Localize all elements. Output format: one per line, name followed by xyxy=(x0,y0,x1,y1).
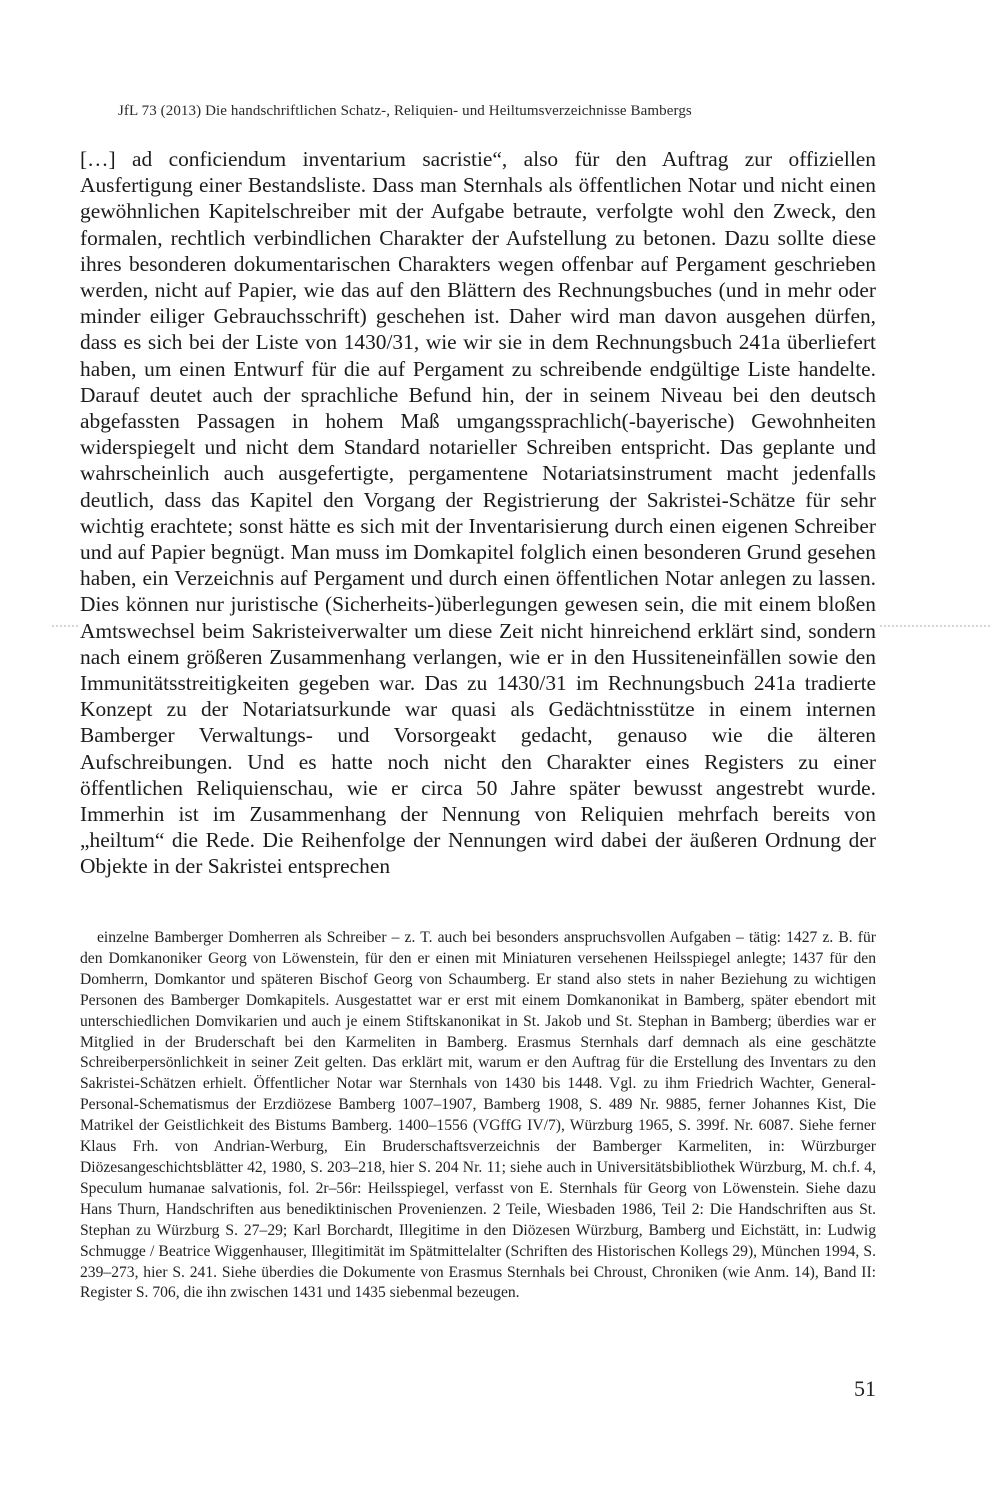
running-header: JfL 73 (2013) Die handschriftlichen Schatz-, Reliquien- und Heiltumsverzeichnisse Bambergs xyxy=(118,103,692,119)
page-number: 51 xyxy=(854,1376,876,1401)
scan-artifact-right xyxy=(880,625,990,627)
body-paragraph: […] ad conficiendum inventarium sacristie“, also für den Auftrag zur offiziellen Ausfertigung einer Bestandsliste. Dass man Sternhals als öffentlichen Notar und nicht einen gewöhnlichen Kapitelschreiber mit der Aufgabe betraute, verfolgte wohl den Zweck, den formalen, rechtlich verbindlichen Charakter der Aufstellung zu betonen. Dazu sollte diese ihres besonderen dokumentarischen Charakters wegen offenbar auf Pergament geschrieben werden, nicht auf Papier, wie das auf den Blättern des Rechnungsbuches (und in mehr oder minder eiliger Gebrauchsschrift) geschehen ist. Daher wird man davon ausgehen dürfen, dass es sich bei der Liste von 1430/31, wie wir sie in dem Rechnungsbuch 241a überliefert haben, um einen Entwurf für die auf Pergament zu schreibende endgültige Liste handelte. Darauf deutet auch der sprachliche Befund hin, der in seinem Niveau bei den deutsch abgefassten Passagen in hohem Maß umgangssprachlich(-bayerische) Gewohnheiten widerspiegelt und nicht dem Standard notarieller Schreiben entspricht. Das geplante und wahrscheinlich auch ausgefertigte, pergamentene Notariatsinstrument macht jedenfalls deutlich, dass das Kapitel den Vorgang der Registrierung der Sakristei-Schätze für sehr wichtig erachtete; sonst hätte es sich mit der Inventarisierung durch einen eigenen Schreiber und auf Papier begnügt. Man muss im Domkapitel folglich einen besonderen Grund gesehen haben, ein Verzeichnis auf Pergament und durch einen öffentlichen Notar anlegen zu lassen. Dies können nur juristische (Sicherheits-)überlegungen gewesen sein, die mit einem bloßen Amtswechsel beim Sakristeiverwalter um diese Zeit nicht hinreichend erklärt sind, sondern nach einem größeren Zusammenhang verlangen, wie er in den Hussiteneinfällen sowie den Immunitätsstreitigkeiten gegeben war. Das zu 1430/31 im Rechnungsbuch 241a tradierte Konzept zu der Notariatsurkunde war quasi als Gedächtnisstütze in einem internen Bamberger Verwaltungs- und Vorsorgeakt gedacht, genauso wie die älteren Aufschreibungen. Und es hatte noch nicht den Charakter eines Registers zu einer öffentlichen Reliquienschau, wie er circa 50 Jahre später bewusst angestrebt wurde. Immerhin ist im Zusammenhang der Nennung von Reliquien mehrfach bereits von „heiltum“ die Rede. Die Reihenfolge der Nennungen wird dabei der äußeren Ordnung der Objekte in der Sakristei entsprechen xyxy=(80,147,876,879)
footnote-text: einzelne Bamberger Domherren als Schreiber – z. T. auch bei besonders anspruchsvollen Aufgaben – tätig: 1427 z. B. für den Domkanoniker Georg von Löwenstein, für den er einen mit Miniaturen versehenen Heilsspiegel anlegte; 1437 für den Domherrn, Domkantor und späteren Bischof Georg von Schaumberg. Er stand also stets in naher Beziehung zu wichtigen Personen des Bamberger Domkapitels. Ausgestattet war er erst mit einem Domkanonikat in Bamberg, später ebendort mit unterschiedlichen Domvikarien und auch je einem Stiftskanonikat in St. Jakob und St. Stephan in Bamberg; überdies war er Mitglied in der Bruderschaft bei den Karmeliten in Bamberg. Erasmus Sternhals darf demnach als eine geschätzte Schreiberpersönlichkeit in seiner Zeit gelten. Das erklärt mit, warum er den Auftrag für die Erstellung des Inventars zu den Sakristei-Schätzen erhielt. Öffentlicher Notar war Sternhals von 1430 bis 1448. Vgl. zu ihm Friedrich Wachter, General-Personal-Schematismus der Erzdiözese Bamberg 1007–1907, Bamberg 1908, S. 489 Nr. 9885, ferner Johannes Kist, Die Matrikel der Geistlichkeit des Bistums Bamberg. 1400–1556 (VGffG IV/7), Würzburg 1965, S. 399f. Nr. 6087. Siehe ferner Klaus Frh. von Andrian-Werburg, Ein Bruderschaftsverzeichnis der Bamberger Karmeliten, in: Würzburger Diözesangeschichtsblätter 42, 1980, S. 203–218, hier S. 204 Nr. 11; siehe auch in Universitätsbibliothek Würzburg, M. ch.f. 4, Speculum humanae salvationis, fol. 2r–56r: Heilsspiegel, verfasst von E. Sternhals für Georg von Löwenstein. Siehe dazu Hans Thurn, Handschriften aus benediktinischen Provenienzen. 2 Teile, Wiesbaden 1986, Teil 2: Die Handschriften aus St. Stephan zu Würzburg S. 27–29; Karl Borchardt, Illegitime in den Diözesen Würzburg, Bamberg und Eichstätt, in: Ludwig Schmugge / Beatrice Wiggenhauser, Illegitimität im Spätmittelalter (Schriften des Historischen Kollegs 29), München 1994, S. 239–273, hier S. 241. Siehe überdies die Dokumente von Erasmus Sternhals bei Chroust, Chroniken (wie Anm. 14), Band II: Register S. 706, die ihn zwischen 1431 und 1435 siebenmal bezeugen. xyxy=(80,929,876,1302)
scan-artifact-left xyxy=(52,625,78,627)
